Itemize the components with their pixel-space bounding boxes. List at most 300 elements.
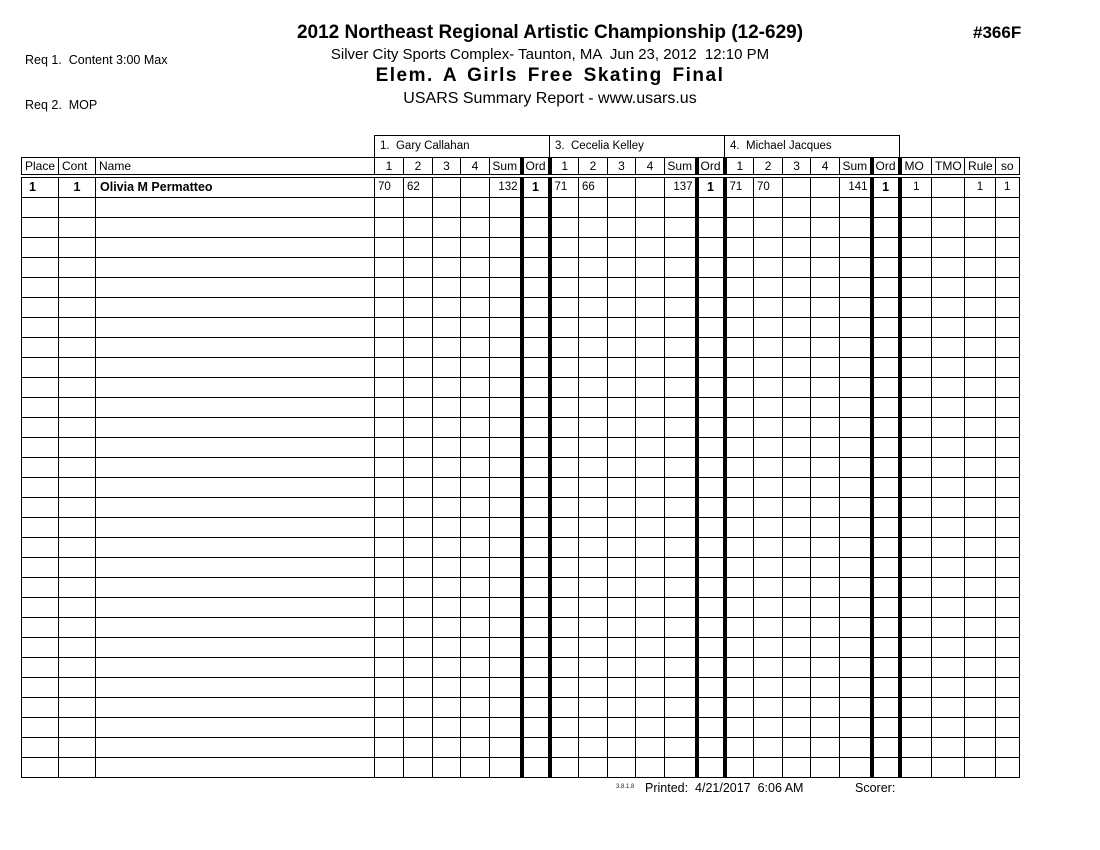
sum-cell xyxy=(665,198,697,218)
score-cell xyxy=(811,398,840,418)
score-cell xyxy=(375,438,404,458)
name-cell xyxy=(96,418,375,438)
score-cell xyxy=(404,598,433,618)
name-cell xyxy=(96,738,375,758)
col-header-judge1-3: 3 xyxy=(433,158,461,177)
score-cell xyxy=(433,718,461,738)
ord-cell xyxy=(872,338,900,358)
score-cell xyxy=(608,638,636,658)
empty-table-row xyxy=(22,738,1020,758)
score-cell xyxy=(811,258,840,278)
table-row xyxy=(22,176,1020,198)
tmo-cell xyxy=(932,478,965,498)
score-cell xyxy=(404,218,433,238)
place-cell xyxy=(22,618,59,638)
mo-cell xyxy=(900,258,932,278)
score-cell xyxy=(404,238,433,258)
sum-cell xyxy=(490,458,522,478)
score-cell xyxy=(375,298,404,318)
score-cell xyxy=(811,298,840,318)
score-cell xyxy=(461,238,490,258)
so-cell xyxy=(995,738,1019,758)
tmo-cell xyxy=(932,638,965,658)
score-cell xyxy=(579,498,608,518)
place-cell xyxy=(22,498,59,518)
score-cell xyxy=(608,418,636,438)
mo-cell xyxy=(900,398,932,418)
score-cell xyxy=(461,398,490,418)
score-cell xyxy=(550,218,579,238)
name-cell xyxy=(96,758,375,778)
rule-cell xyxy=(965,758,996,778)
score-cell xyxy=(725,518,754,538)
ord-cell xyxy=(522,298,550,318)
ord-cell xyxy=(697,458,725,478)
score-cell xyxy=(725,698,754,718)
place-cell xyxy=(22,458,59,478)
name-cell xyxy=(96,518,375,538)
ord-cell xyxy=(697,678,725,698)
score-cell xyxy=(608,278,636,298)
score-cell xyxy=(811,598,840,618)
score-cell xyxy=(579,518,608,538)
ord-cell xyxy=(522,558,550,578)
score-cell xyxy=(579,458,608,478)
place-cell xyxy=(22,298,59,318)
score-cell xyxy=(725,198,754,218)
so-cell xyxy=(995,278,1019,298)
score-cell xyxy=(725,498,754,518)
name-cell xyxy=(96,278,375,298)
score-cell xyxy=(783,438,811,458)
score-cell xyxy=(754,758,783,778)
name-cell xyxy=(96,578,375,598)
col-header-judge2-3: 3 xyxy=(608,158,636,177)
score-cell xyxy=(579,378,608,398)
sum-cell xyxy=(840,578,872,598)
score-cell xyxy=(579,298,608,318)
col-header-judge1-1: 1 xyxy=(375,158,404,177)
empty-table-row xyxy=(22,378,1020,398)
name-cell xyxy=(96,478,375,498)
score-cell xyxy=(404,538,433,558)
score-cell xyxy=(433,478,461,498)
score-cell xyxy=(433,318,461,338)
sum-cell xyxy=(490,438,522,458)
cont-cell xyxy=(59,398,96,418)
score-cell xyxy=(375,598,404,618)
place-cell xyxy=(22,598,59,618)
cont-cell xyxy=(59,498,96,518)
score-cell xyxy=(811,718,840,738)
score-cell xyxy=(579,278,608,298)
score-cell xyxy=(783,678,811,698)
score-cell xyxy=(375,378,404,398)
tmo-cell xyxy=(932,678,965,698)
score-cell xyxy=(636,698,665,718)
ord-cell xyxy=(697,338,725,358)
score-cell xyxy=(725,238,754,258)
judge-row-spacer-left xyxy=(22,136,375,158)
score-cell xyxy=(811,498,840,518)
tmo-cell xyxy=(932,238,965,258)
so-cell xyxy=(995,478,1019,498)
sum-cell xyxy=(665,478,697,498)
sum-cell xyxy=(665,418,697,438)
score-cell xyxy=(461,458,490,478)
score-cell xyxy=(579,638,608,658)
summary-table xyxy=(21,135,1020,778)
mo-cell xyxy=(900,478,932,498)
rule-cell xyxy=(965,498,996,518)
score-cell xyxy=(754,338,783,358)
sum-cell xyxy=(840,458,872,478)
sum-cell xyxy=(490,598,522,618)
score-cell xyxy=(579,758,608,778)
name-cell xyxy=(96,638,375,658)
ord-cell: 1 xyxy=(872,176,900,198)
score-cell xyxy=(375,218,404,238)
score-cell xyxy=(404,318,433,338)
cont-cell xyxy=(59,418,96,438)
score-cell xyxy=(783,578,811,598)
score-cell xyxy=(636,638,665,658)
sum-cell xyxy=(665,398,697,418)
mo-cell xyxy=(900,358,932,378)
rule-cell xyxy=(965,318,996,338)
score-cell xyxy=(725,718,754,738)
score-cell: 71 xyxy=(550,176,579,198)
place-cell xyxy=(22,258,59,278)
score-cell xyxy=(433,758,461,778)
mo-cell xyxy=(900,438,932,458)
mo-cell: 1 xyxy=(900,176,932,198)
ord-cell xyxy=(697,298,725,318)
ord-cell xyxy=(872,418,900,438)
so-cell xyxy=(995,218,1019,238)
score-cell xyxy=(375,358,404,378)
score-cell xyxy=(725,478,754,498)
sum-cell xyxy=(490,558,522,578)
mo-cell xyxy=(900,658,932,678)
score-cell xyxy=(579,398,608,418)
score-cell xyxy=(636,238,665,258)
score-cell xyxy=(754,738,783,758)
score-cell xyxy=(550,418,579,438)
rule-cell xyxy=(965,678,996,698)
cont-cell xyxy=(59,638,96,658)
score-cell xyxy=(725,658,754,678)
score-cell xyxy=(754,378,783,398)
empty-table-row xyxy=(22,718,1020,738)
rule-cell xyxy=(965,458,996,478)
score-cell xyxy=(550,618,579,638)
score-cell xyxy=(725,578,754,598)
ord-cell xyxy=(697,758,725,778)
sum-cell xyxy=(490,658,522,678)
ord-cell xyxy=(872,578,900,598)
tmo-cell xyxy=(932,438,965,458)
ord-cell xyxy=(522,438,550,458)
score-cell xyxy=(636,738,665,758)
sum-cell xyxy=(490,718,522,738)
score-cell xyxy=(404,738,433,758)
championship-title: 2012 Northeast Regional Artistic Championship (12-629) xyxy=(296,22,804,43)
score-cell: 62 xyxy=(404,176,433,198)
so-cell xyxy=(995,258,1019,278)
tmo-cell xyxy=(932,298,965,318)
score-cell xyxy=(608,518,636,538)
score-cell xyxy=(433,578,461,598)
sum-cell xyxy=(840,438,872,458)
name-cell xyxy=(96,218,375,238)
sum-cell xyxy=(840,498,872,518)
empty-table-row xyxy=(22,598,1020,618)
mo-cell xyxy=(900,298,932,318)
sum-cell xyxy=(665,678,697,698)
score-cell xyxy=(433,538,461,558)
ord-cell xyxy=(697,618,725,638)
score-cell xyxy=(725,398,754,418)
score-cell xyxy=(404,758,433,778)
ord-cell xyxy=(697,558,725,578)
ord-cell xyxy=(697,358,725,378)
score-cell xyxy=(550,398,579,418)
empty-table-row xyxy=(22,538,1020,558)
col-header-judge2-ord: Ord xyxy=(697,158,725,177)
empty-table-row xyxy=(22,478,1020,498)
score-cell xyxy=(433,278,461,298)
score-cell xyxy=(608,358,636,378)
score-cell xyxy=(404,298,433,318)
score-cell xyxy=(550,258,579,278)
rule-cell xyxy=(965,198,996,218)
sum-cell xyxy=(490,218,522,238)
ord-cell xyxy=(872,618,900,638)
score-cell xyxy=(811,176,840,198)
mo-cell xyxy=(900,278,932,298)
score-cell xyxy=(636,558,665,578)
score-cell xyxy=(404,638,433,658)
score-cell xyxy=(404,578,433,598)
score-cell xyxy=(783,478,811,498)
so-cell xyxy=(995,358,1019,378)
col-header-tmo: TMO xyxy=(932,158,965,177)
so-cell xyxy=(995,438,1019,458)
ord-cell xyxy=(522,258,550,278)
score-cell xyxy=(608,398,636,418)
score-cell xyxy=(433,398,461,418)
score-cell xyxy=(433,378,461,398)
ord-cell xyxy=(522,478,550,498)
score-cell xyxy=(636,578,665,598)
place-cell xyxy=(22,578,59,598)
score-cell xyxy=(754,698,783,718)
score-cell xyxy=(608,618,636,638)
software-version: 3.8.1.8 xyxy=(616,784,635,790)
score-cell xyxy=(550,518,579,538)
mo-cell xyxy=(900,558,932,578)
ord-cell xyxy=(697,238,725,258)
score-cell xyxy=(783,498,811,518)
empty-table-row xyxy=(22,458,1020,478)
col-header-judge2-1: 1 xyxy=(550,158,579,177)
so-cell xyxy=(995,518,1019,538)
score-cell xyxy=(725,458,754,478)
score-cell xyxy=(404,378,433,398)
tmo-cell xyxy=(932,578,965,598)
score-cell xyxy=(754,718,783,738)
rule-cell xyxy=(965,398,996,418)
score-cell xyxy=(636,338,665,358)
score-cell xyxy=(404,278,433,298)
score-cell xyxy=(636,478,665,498)
score-cell xyxy=(433,338,461,358)
score-cell xyxy=(375,458,404,478)
score-cell xyxy=(608,698,636,718)
col-header-mo: MO xyxy=(900,158,932,177)
place-cell xyxy=(22,738,59,758)
score-cell xyxy=(783,318,811,338)
score-cell xyxy=(433,438,461,458)
score-cell xyxy=(375,578,404,598)
col-header-name: Name xyxy=(96,158,375,177)
score-cell xyxy=(608,238,636,258)
name-cell xyxy=(96,658,375,678)
so-cell xyxy=(995,678,1019,698)
score-cell xyxy=(461,598,490,618)
place-cell xyxy=(22,278,59,298)
score-cell xyxy=(375,558,404,578)
cont-cell xyxy=(59,278,96,298)
sum-cell xyxy=(665,438,697,458)
rule-cell xyxy=(965,358,996,378)
ord-cell xyxy=(697,278,725,298)
so-cell xyxy=(995,338,1019,358)
name-cell xyxy=(96,238,375,258)
sum-cell xyxy=(840,398,872,418)
tmo-cell xyxy=(932,318,965,338)
score-cell xyxy=(433,218,461,238)
name-cell xyxy=(96,618,375,638)
rule-cell xyxy=(965,618,996,638)
ord-cell xyxy=(872,478,900,498)
ord-cell xyxy=(697,718,725,738)
ord-cell xyxy=(522,238,550,258)
sum-cell xyxy=(665,558,697,578)
score-cell xyxy=(725,538,754,558)
score-cell xyxy=(461,218,490,238)
score-cell xyxy=(811,578,840,598)
sum-cell xyxy=(665,238,697,258)
score-cell xyxy=(433,176,461,198)
score-cell xyxy=(579,598,608,618)
score-cell xyxy=(608,538,636,558)
place-cell xyxy=(22,398,59,418)
score-cell xyxy=(811,538,840,558)
rule-cell xyxy=(965,658,996,678)
score-cell xyxy=(404,518,433,538)
score-cell xyxy=(550,678,579,698)
ord-cell xyxy=(697,438,725,458)
tmo-cell xyxy=(932,198,965,218)
score-cell xyxy=(811,618,840,638)
score-cell xyxy=(811,418,840,438)
ord-cell xyxy=(872,258,900,278)
rule-cell xyxy=(965,338,996,358)
place-cell xyxy=(22,358,59,378)
score-cell xyxy=(725,438,754,458)
cont-cell xyxy=(59,698,96,718)
cont-cell xyxy=(59,558,96,578)
score-cell xyxy=(608,678,636,698)
sum-cell xyxy=(840,358,872,378)
document-number: #366F xyxy=(973,23,1022,42)
score-cell xyxy=(461,578,490,598)
score-cell xyxy=(608,478,636,498)
sum-cell xyxy=(490,418,522,438)
mo-cell xyxy=(900,618,932,638)
so-cell xyxy=(995,398,1019,418)
score-cell xyxy=(811,698,840,718)
score-cell xyxy=(375,718,404,738)
ord-cell xyxy=(522,358,550,378)
sum-cell xyxy=(490,358,522,378)
score-cell xyxy=(608,738,636,758)
name-cell xyxy=(96,498,375,518)
score-cell xyxy=(725,618,754,638)
score-cell xyxy=(375,518,404,538)
score-cell xyxy=(461,618,490,638)
score-cell xyxy=(783,418,811,438)
score-cell xyxy=(725,218,754,238)
rule-cell xyxy=(965,598,996,618)
sum-cell xyxy=(665,218,697,238)
score-cell xyxy=(725,258,754,278)
col-header-rule: Rule xyxy=(965,158,996,177)
so-cell xyxy=(995,198,1019,218)
score-cell xyxy=(783,698,811,718)
score-cell xyxy=(725,678,754,698)
place-cell xyxy=(22,678,59,698)
sum-cell xyxy=(840,718,872,738)
rule-cell xyxy=(965,578,996,598)
empty-table-row xyxy=(22,558,1020,578)
score-cell xyxy=(579,218,608,238)
score-cell xyxy=(783,518,811,538)
score-cell xyxy=(754,638,783,658)
name-cell xyxy=(96,358,375,378)
ord-cell xyxy=(697,738,725,758)
tmo-cell xyxy=(932,598,965,618)
tmo-cell xyxy=(932,378,965,398)
ord-cell xyxy=(697,418,725,438)
ord-cell xyxy=(522,498,550,518)
score-cell xyxy=(754,298,783,318)
sum-cell xyxy=(665,758,697,778)
score-cell xyxy=(811,678,840,698)
so-cell xyxy=(995,658,1019,678)
ord-cell xyxy=(697,598,725,618)
score-cell xyxy=(404,658,433,678)
place-cell xyxy=(22,698,59,718)
ord-cell xyxy=(522,718,550,738)
ord-cell xyxy=(697,698,725,718)
sum-cell xyxy=(490,198,522,218)
cont-cell xyxy=(59,218,96,238)
score-cell xyxy=(608,498,636,518)
score-cell xyxy=(811,518,840,538)
